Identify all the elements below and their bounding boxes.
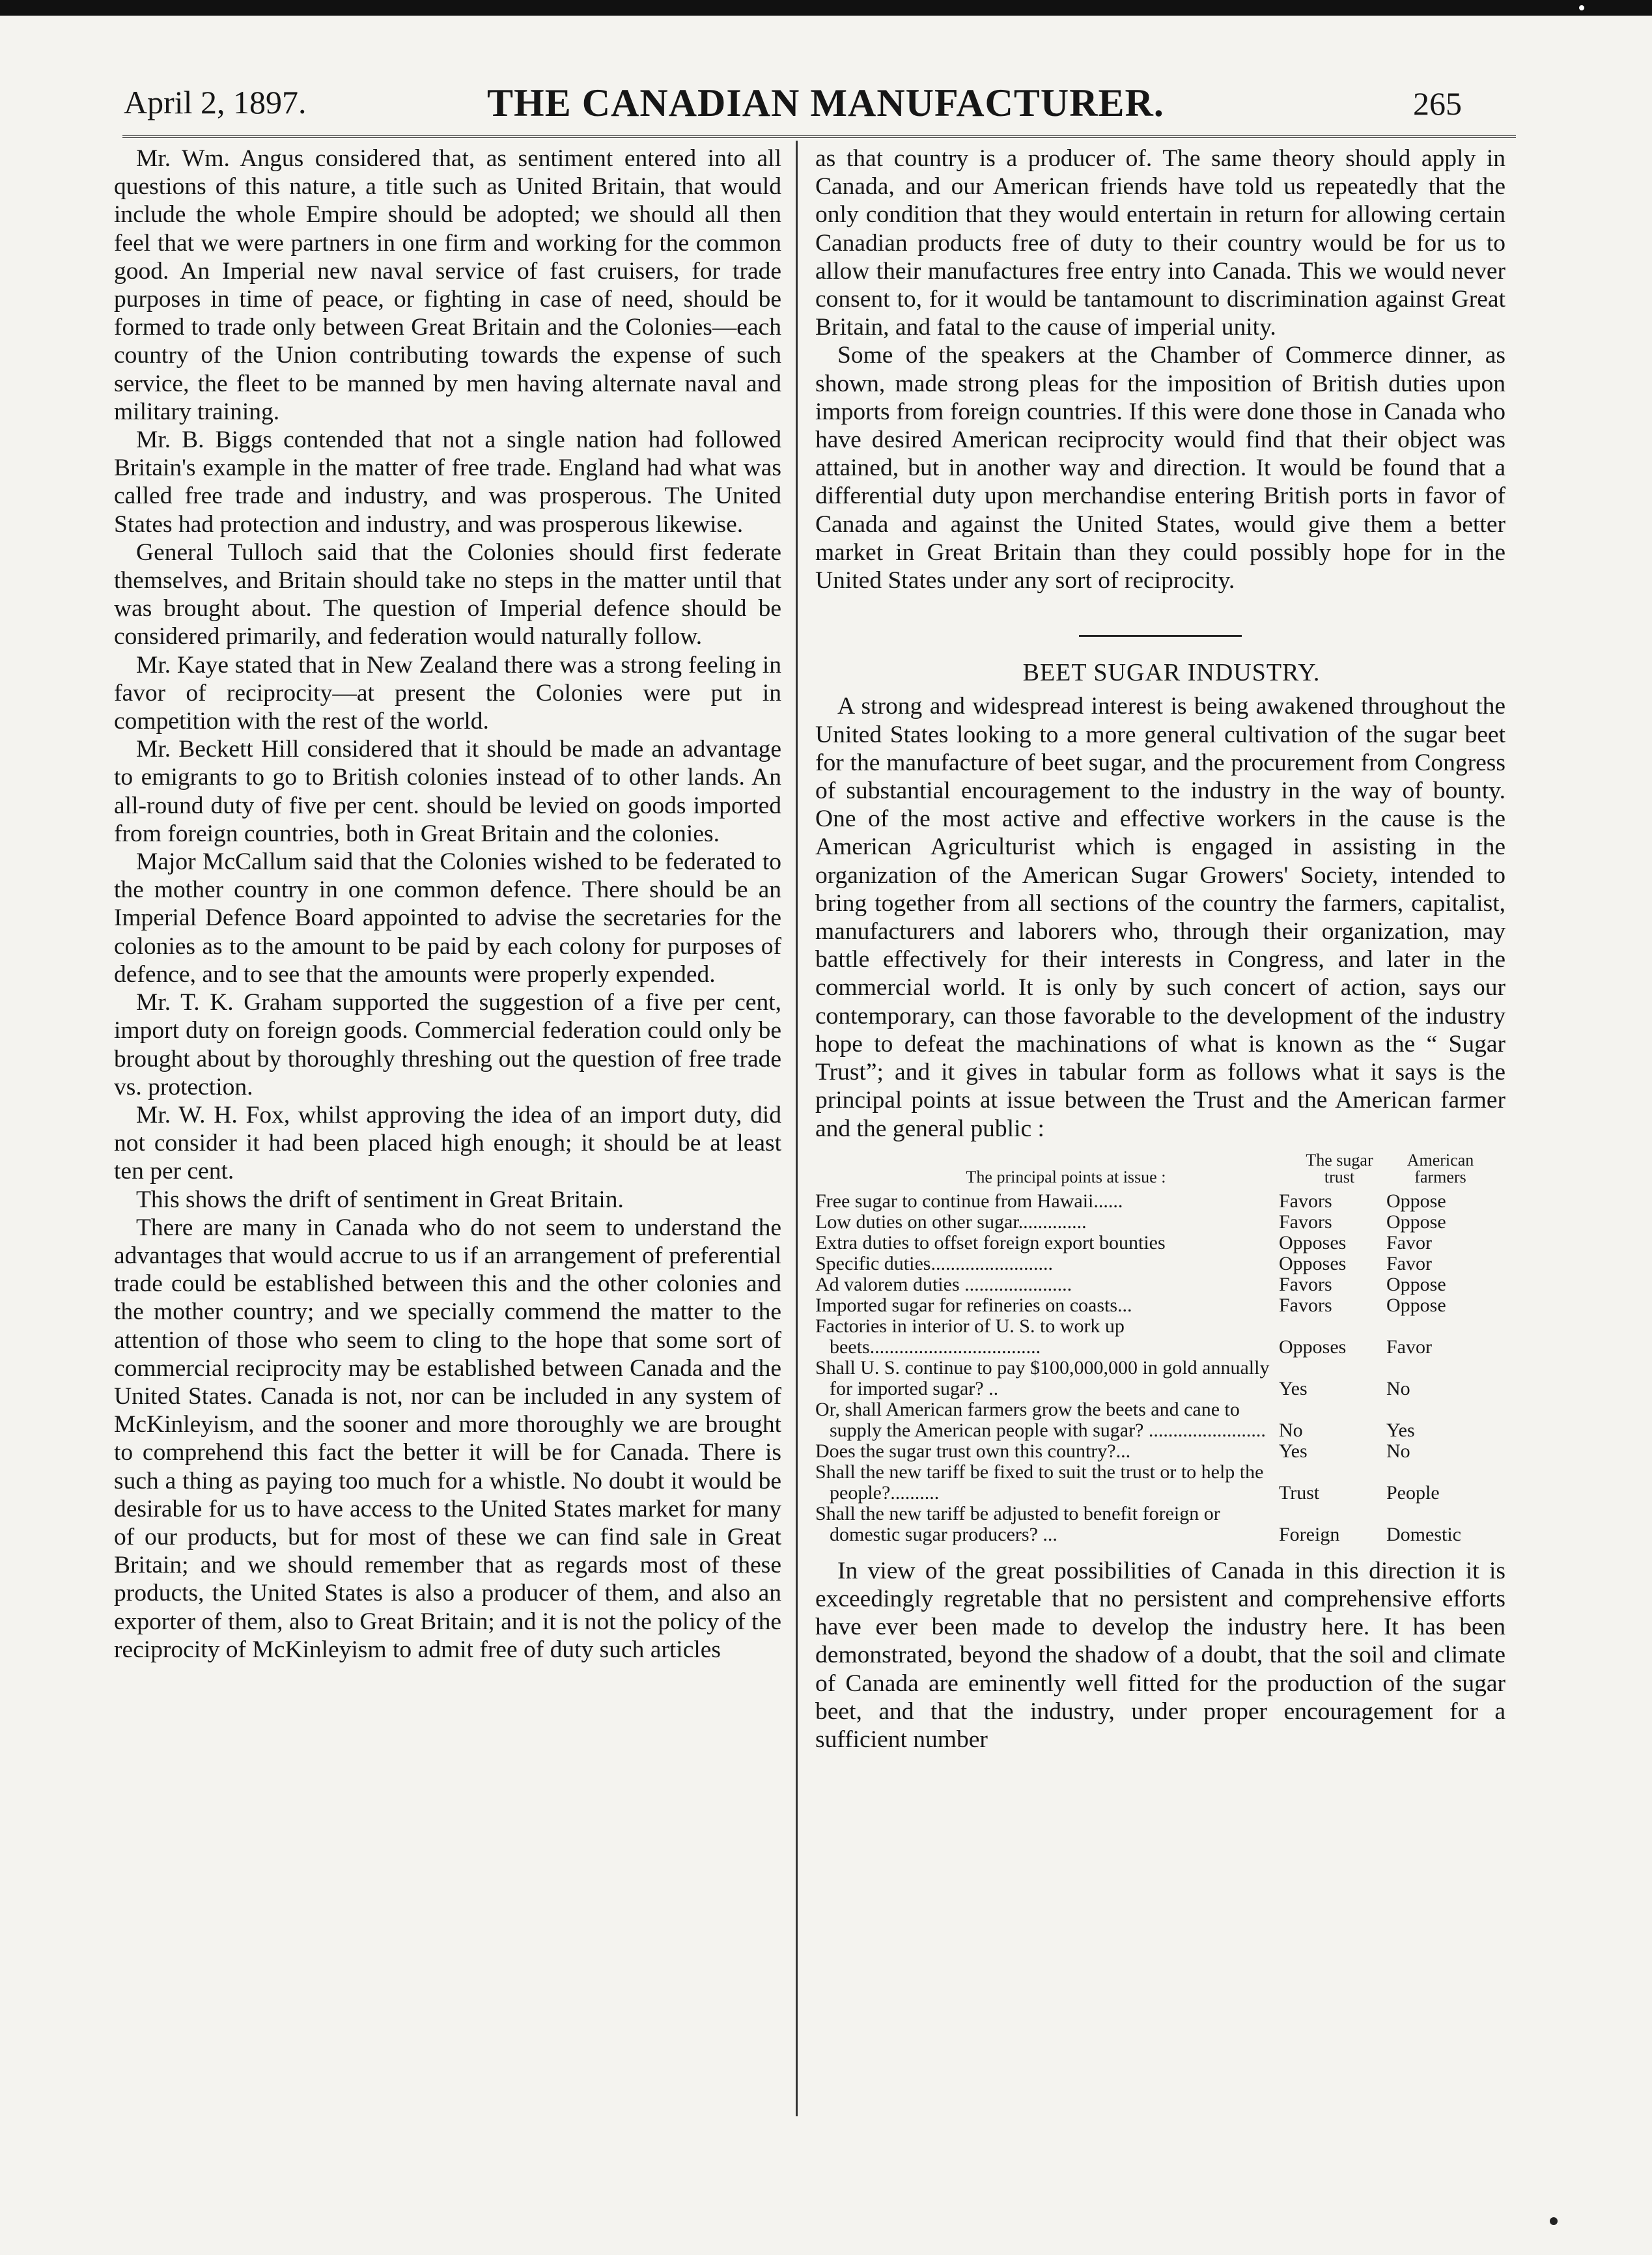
table-cell: Shall the new tariff be fixed to suit the trust or to help the people?..........: [815, 1461, 1264, 1504]
table-cell: Favor: [1386, 1336, 1432, 1358]
column-header: American farmers: [1407, 1150, 1474, 1186]
table-cell: Domestic: [1386, 1523, 1461, 1545]
table-cell: Yes: [1279, 1440, 1308, 1462]
table-cell: No: [1386, 1440, 1410, 1462]
header-rule: [122, 135, 1516, 142]
scan-speck: [1550, 2217, 1558, 2225]
paragraph: Major McCallum said that the Colonies wished to be federated to the mother country in one common defence. There should be an Imperial Defence Board appointed to advise the secretaries for the colonies as to the amount to be paid by each colony for purposes of defence, and to see that the amounts were properly expended.: [114, 848, 781, 988]
table-cell: No: [1279, 1419, 1303, 1441]
table-cell: Oppose: [1386, 1211, 1446, 1233]
table-cell: Foreign: [1279, 1523, 1340, 1545]
table-cell: Ad valorem duties ......................: [815, 1273, 1072, 1295]
table-cell: Favors: [1279, 1294, 1332, 1316]
table-row: [815, 1504, 1505, 1545]
right-column: [815, 145, 1505, 1754]
paragraph: Mr. Wm. Angus considered that, as sentiment entered into all questions of this nature, a title such as United Britain, that would include the whole Empire should be adopted; we should all then feel that we were partners in one firm and working for the common good. An Imperial new naval service of fast cruisers, for trade purposes in time of peace, or fighting in case of need, should be formed to trade only between Great Britain and the Colonies—each country of the Union contributing towards the expense of such service, the fleet to be manned by men having alternate naval and military training.: [114, 145, 781, 425]
table-cell: Opposes: [1279, 1252, 1347, 1274]
sugar-issues-table: [815, 1152, 1505, 1545]
table-cell: Low duties on other sugar..............: [815, 1211, 1087, 1233]
scan-mark: [1579, 5, 1584, 10]
table-row: [815, 1462, 1505, 1504]
table-row: [815, 1212, 1505, 1233]
table-cell: Favors: [1279, 1190, 1332, 1212]
paragraph: General Tulloch said that the Colonies should first federate themselves, and Britain should take no steps in the matter until that was brought about. The question of Imperial defence should be considered primarily, and federation would naturally follow.: [114, 539, 781, 651]
table-cell: Trust: [1279, 1481, 1320, 1504]
paragraph: as that country is a producer of. The same theory should apply in Canada, and our American friends have told us repeatedly that the only condition that they would entertain in return for allowing certain Canadian products free of duty to their country would be for us to allow their manufactures free entry into Canada. This we would never consent to, for it would be tantamount to discrimination against Great Britain, and fatal to the cause of imperial unity.: [815, 145, 1505, 341]
publication-title: THE CANADIAN MANUFACTURER.: [487, 81, 1164, 124]
table-cell: Or, shall American farmers grow the beets and cane to supply the American people with sugar? ........................: [815, 1398, 1266, 1441]
paragraph: A strong and widespread interest is being awakened throughout the United States looking to a more general cultivation of the sugar beet for the manufacture of beet sugar, and the procurement from Congress of substantial encouragement to the industry in the way of bounty. One of the most active and effective workers in the cause is the American Agriculturist which is engaged in assisting in the organization of the American Sugar Growers' Society, intended to bring together from all sections of the country the farmers, capitalist, manufacturers and laborers who, through their organization, may battle effectively for their interests in Congress, and later in the commercial world. It is only by such concert of action, says our contemporary, can those favorable to the development of the industry hope to defeat the machinations of what is known as the “ Sugar Trust”; and it gives in tabular form as follows what it says is the principal points at issue between the Trust and the American farmer and the general public :: [815, 693, 1505, 1142]
issue-date: April 2, 1897.: [124, 84, 307, 120]
table-row: [815, 1233, 1505, 1254]
paragraph: Some of the speakers at the Chamber of Commerce dinner, as shown, made strong pleas for the imposition of British duties upon imports from foreign countries. If this were done those in Canada who have desired American reciprocity would find that their object was attained, but in another way and direction. It would be found that a differential duty upon merchandise entering British ports in favor of Canada and against the United States, would give them a better market in Great Britain than they could possibly hope for in the United States under any sort of reciprocity.: [815, 342, 1505, 595]
table-cell: Does the sugar trust own this country?...: [815, 1440, 1131, 1462]
table-row: [815, 1441, 1505, 1462]
scan-edge-bar: [0, 0, 1652, 16]
column-header: The principal points at issue :: [966, 1167, 1166, 1186]
page-number: 265: [1413, 85, 1462, 122]
table-cell: Extra duties to offset foreign export bounties: [815, 1231, 1166, 1254]
table-cell: Shall U. S. continue to pay $100,000,000 in gold annually for imported sugar? ..: [815, 1356, 1270, 1399]
column-divider: [796, 141, 798, 2116]
column-header: The sugar trust: [1306, 1150, 1373, 1186]
paragraph: This shows the drift of sentiment in Great Britain.: [136, 1186, 624, 1213]
article-heading: BEET SUGAR INDUSTRY.: [1022, 659, 1321, 687]
paragraph: In view of the great possibilities of Canada in this direction it is exceedingly regretable that no persistent and comprehensive efforts have ever been made to develop the industry here. It has been demonstrated, beyond the shadow of a doubt, that the soil and climate of Canada are eminently well fitted for the production of the sugar beet, and that the industry, under proper encouragement for a sufficient number: [815, 1557, 1505, 1753]
table-cell: Specific duties.........................: [815, 1252, 1053, 1274]
table-cell: Opposes: [1279, 1231, 1347, 1254]
table-cell: Opposes: [1279, 1336, 1347, 1358]
table-cell: Imported sugar for refineries on coasts...: [815, 1294, 1132, 1316]
table-cell: Favor: [1386, 1252, 1432, 1274]
section-rule: [1079, 635, 1242, 637]
page-header: [0, 83, 1652, 135]
table-row: [815, 1295, 1505, 1316]
table-cell: Yes: [1279, 1377, 1308, 1399]
table-cell: Free sugar to continue from Hawaii......: [815, 1190, 1123, 1212]
table-cell: Shall the new tariff be adjusted to benefit foreign or domestic sugar producers? ...: [815, 1502, 1220, 1545]
table-cell: No: [1386, 1377, 1410, 1399]
table-cell: Yes: [1386, 1419, 1415, 1441]
table-row: [815, 1254, 1505, 1274]
paragraph: Mr. B. Biggs contended that not a single nation had followed Britain's example in the matter of free trade. England had what was called free trade and industry, and was prosperous. The United States had protection and industry, and was prosperous likewise.: [114, 427, 781, 538]
table-cell: People: [1386, 1481, 1440, 1504]
paragraph: Mr. Beckett Hill considered that it should be made an advantage to emigrants to go to British colonies instead of to other lands. An all-round duty of five per cent. should be levied on goods imported from foreign countries, both in Great Britain and the colonies.: [114, 736, 781, 847]
left-column: [114, 145, 781, 1664]
table-cell: Favor: [1386, 1231, 1432, 1254]
table-cell: Oppose: [1386, 1294, 1446, 1316]
paragraph: There are many in Canada who do not seem to understand the advantages that would accrue to us if an arrangement of preferential trade could be established between this and the other colonies and the mother country; and we specially commend the matter to the attention of those who seem to cling to the hope that some sort of commercial reciprocity may be established between Canada and the United States. Canada is not, nor can be included in any system of McKinleyism, and the sooner and more thoroughly we are brought to comprehend this fact the better it will be for Canada. There is such a thing as paying too much for a whistle. No doubt it would be desirable for us to have access to the United States market for many of our products, but for most of these we can find sale in Great Britain; and we should remember that as regards most of these products, the United States is also a producer of them, and also an exporter of them, also to Great Britain; and it is not the policy of the reciprocity of McKinleyism to admit free of duty such articles: [114, 1214, 781, 1663]
paragraph: Mr. Kaye stated that in New Zealand there was a strong feeling in favor of reciprocity—at present the Colonies were put in competition with the rest of the world.: [114, 651, 781, 735]
table-cell: Factories in interior of U. S. to work up beets...................................: [815, 1315, 1125, 1358]
table-cell: Oppose: [1386, 1190, 1446, 1212]
table-row: [815, 1316, 1505, 1358]
table-cell: Favors: [1279, 1273, 1332, 1295]
table-header-row: [815, 1152, 1505, 1186]
paragraph: Mr. T. K. Graham supported the suggestion of a five per cent, import duty on foreign goods. Commercial federation could only be brought about by thoroughly threshing out the question of free trade vs. protection.: [114, 989, 781, 1100]
table-row: [815, 1358, 1505, 1399]
table-row: [815, 1274, 1505, 1295]
table-row: [815, 1399, 1505, 1441]
paragraph: Mr. W. H. Fox, whilst approving the idea of an import duty, did not consider it had been placed high enough; it should be at least ten per cent.: [114, 1101, 781, 1185]
table-cell: Favors: [1279, 1211, 1332, 1233]
table-row: [815, 1191, 1505, 1212]
table-cell: Oppose: [1386, 1273, 1446, 1295]
